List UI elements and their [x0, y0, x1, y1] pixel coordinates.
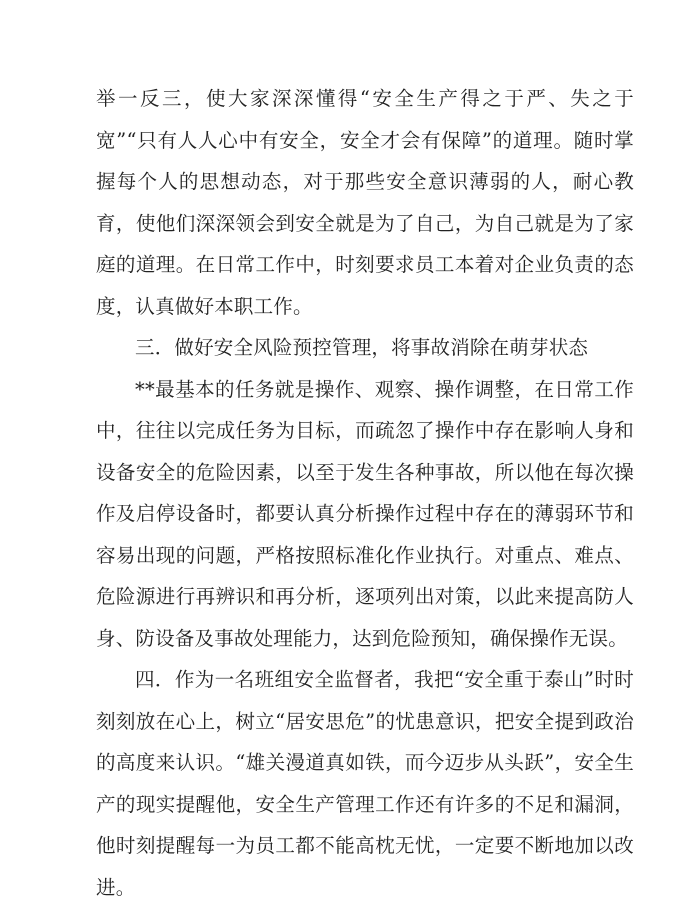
paragraph-section-three-heading: 三．做好安全风险预控管理，将事故消除在萌芽状态: [135, 336, 589, 359]
paragraph-continuation: 举一反三，使大家深深懂得“安全生产得之于严、失之于宽”“只有人人心中有安全，安全才会有保障”的道理。随时掌握每个人的思想动态，对于那些安全意识薄弱的人，耐心教育，使他们深深领会到安全就是为了自己，为自己就是为了家庭的道理。在日常工作中，时刻要求员工本着对企业负责的态度，认真做好本职工作。: [96, 87, 634, 318]
document-body: [96, 78, 634, 908]
paragraph-section-four-body: 四．作为一名班组安全监督者，我把“安全重于泰山”时时刻刻放在心上，树立“居安思危”的忧患意识，把安全提到政治的高度来认识。“雄关漫道真如铁，而今迈步从头跃”，安全生产的现实提醒他，安全生产管理工作还有许多的不足和漏洞，他时刻提醒每一为员工都不能高枕无忧，一定要不断地加以改进。: [96, 668, 634, 899]
paragraph-section-three-body: **最基本的任务就是操作、观察、操作调整，在日常工作中，往往以完成任务为目标，而疏忽了操作中存在影响人身和设备安全的危险因素，以至于发生各种事故，所以他在每次操作及启停设备时，都要认真分析操作过程中存在的薄弱环节和容易出现的问题，严格按照标准化作业执行。对重点、难点、危险源进行再辨识和再分析，逐项列出对策，以此来提高防人身、防设备及事故处理能力，达到危险预知，确保操作无误。: [96, 377, 634, 650]
